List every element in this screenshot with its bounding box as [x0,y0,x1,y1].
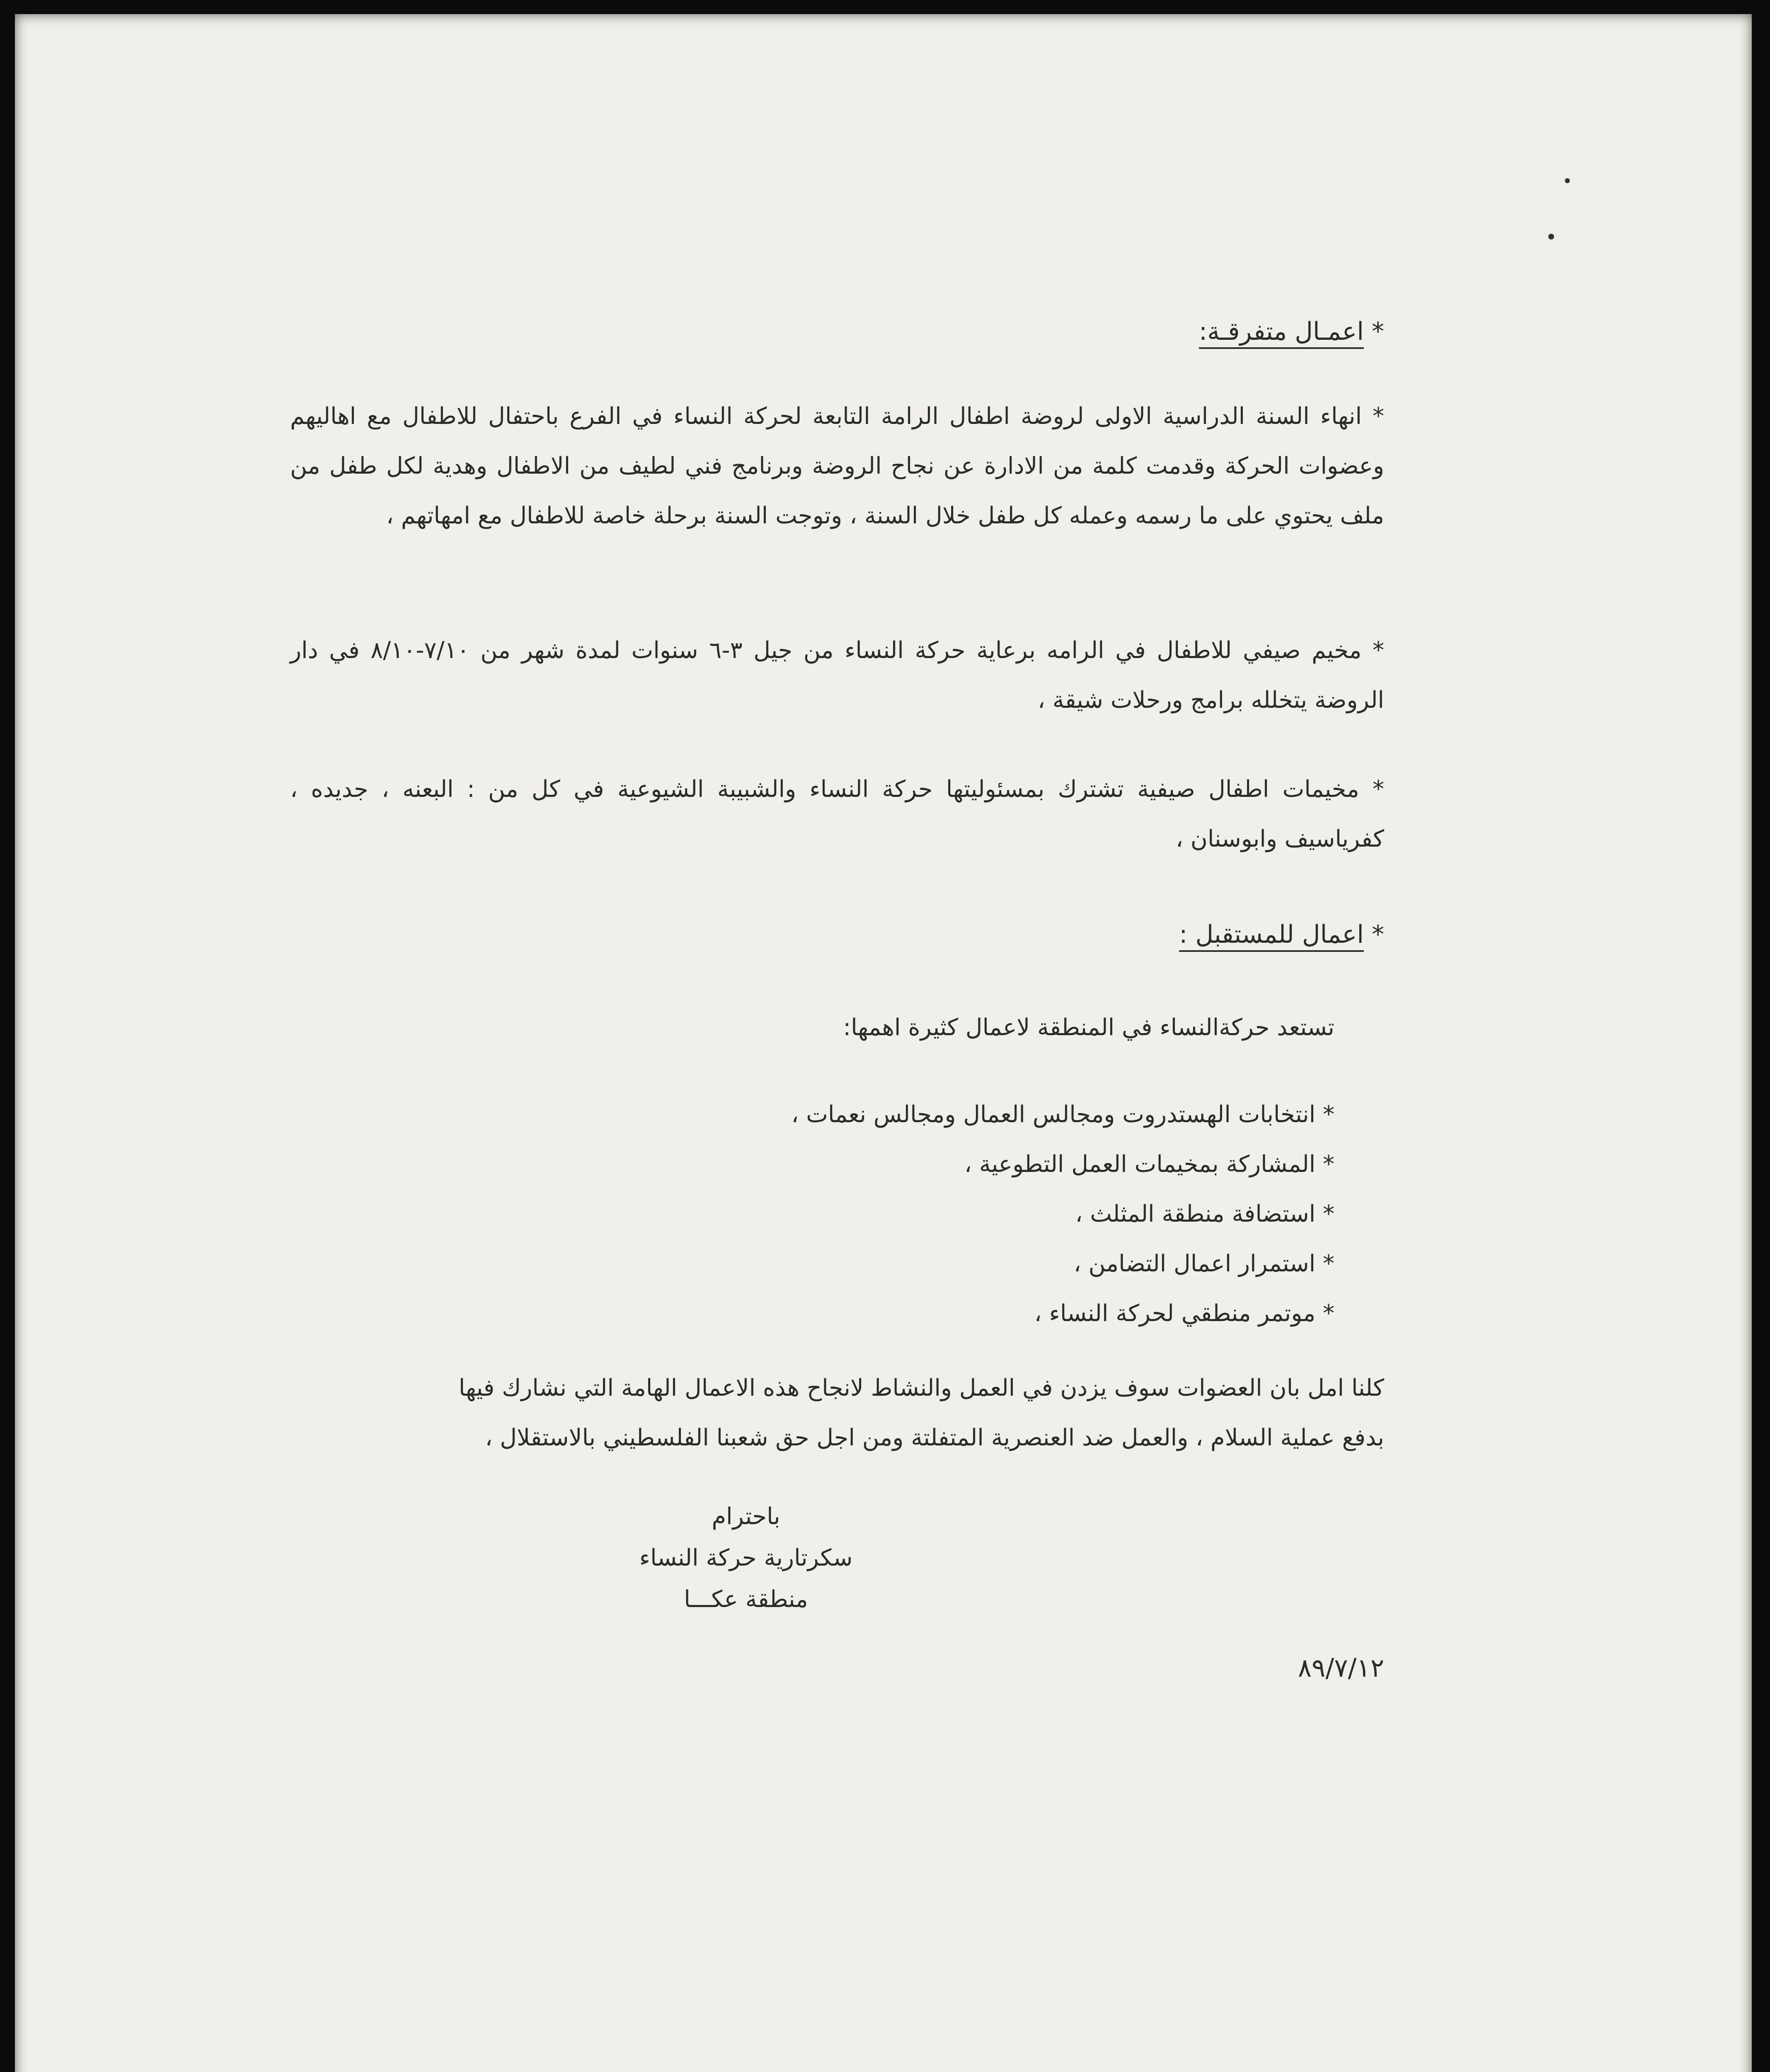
signature-block [588,1496,903,1620]
signature-region: منطقة عكـــا [684,1586,808,1613]
heading-text: اعمـال متفرقـة: [1199,317,1364,346]
document-date: ٨٩/٧/١٢ [1298,1653,1384,1683]
paragraph-summer-camp: * مخيم صيفي للاطفال في الرامه برعاية حركة النساء من جيل ٣-٦ سنوات لمدة شهر من ٧/١٠-٨/١٠ في دار الروضة يتخلله برامج ورحلات شيقة ، [290,637,1384,714]
list-item: * المشاركة بمخيمات العمل التطوعية ، [964,1151,1334,1178]
misc-works-heading [1199,307,1384,356]
signature-regards: باحترام [712,1503,780,1530]
future-intro: تستعد حركةالنساء في المنطقة لاعمال كثيرة اهمها: [843,1014,1334,1041]
paragraph-kindergarten: * انهاء السنة الدراسية الاولى لروضة اطفال الرامة التابعة لحركة النساء في الفرع باحتفال للاطفال مع اهاليهم وعضوات الحركة وقدمت كلمة من الادارة عن نجاح الروضة وبرنامج فني لطيف من الاطفال وهدية لكل طفل من ملف يحتوي على ما رسمه وعمله كل طفل خلال السنة ، وتوجت السنة برحلة خاصة للاطفال مع امهاتهم ، [290,403,1384,529]
list-item: * انتخابات الهستدروت ومجالس العمال ومجالس نعمات ، [791,1101,1334,1128]
paragraph-children-camps: * مخيمات اطفال صيفية تشترك بمسئوليتها حركة النساء والشبيبة الشيوعية في كل من : البعنه ، جديده ، كفرياسيف وابوسنان ، [290,776,1384,852]
list-item: * موتمر منطقي لحركة النساء ، [1034,1300,1334,1327]
signature-secretariat: سكرتارية حركة النساء [639,1544,853,1571]
closing-line: كلنا امل بان العضوات سوف يزدن في العمل والنشاط لانجاح هذه الاعمال الهامة التي نشارك فيها [458,1375,1384,1402]
heading-star: * [1372,317,1384,346]
list-item: * استضافة منطقة المثلث ، [1075,1201,1334,1227]
list-item: * استمرار اعمال التضامن ، [1073,1250,1334,1277]
future-works-heading [1179,910,1384,959]
paper-speck [1548,234,1554,240]
heading-star: * [1372,920,1384,949]
paper-speck [1565,178,1570,183]
closing-line: بدفع عملية السلام ، والعمل ضد العنصرية المتفلتة ومن اجل حق شعبنا الفلسطيني بالاستقلال ، [485,1424,1384,1451]
heading-text: اعمال للمستقبل : [1179,920,1364,949]
future-works-list [791,1090,1334,1339]
